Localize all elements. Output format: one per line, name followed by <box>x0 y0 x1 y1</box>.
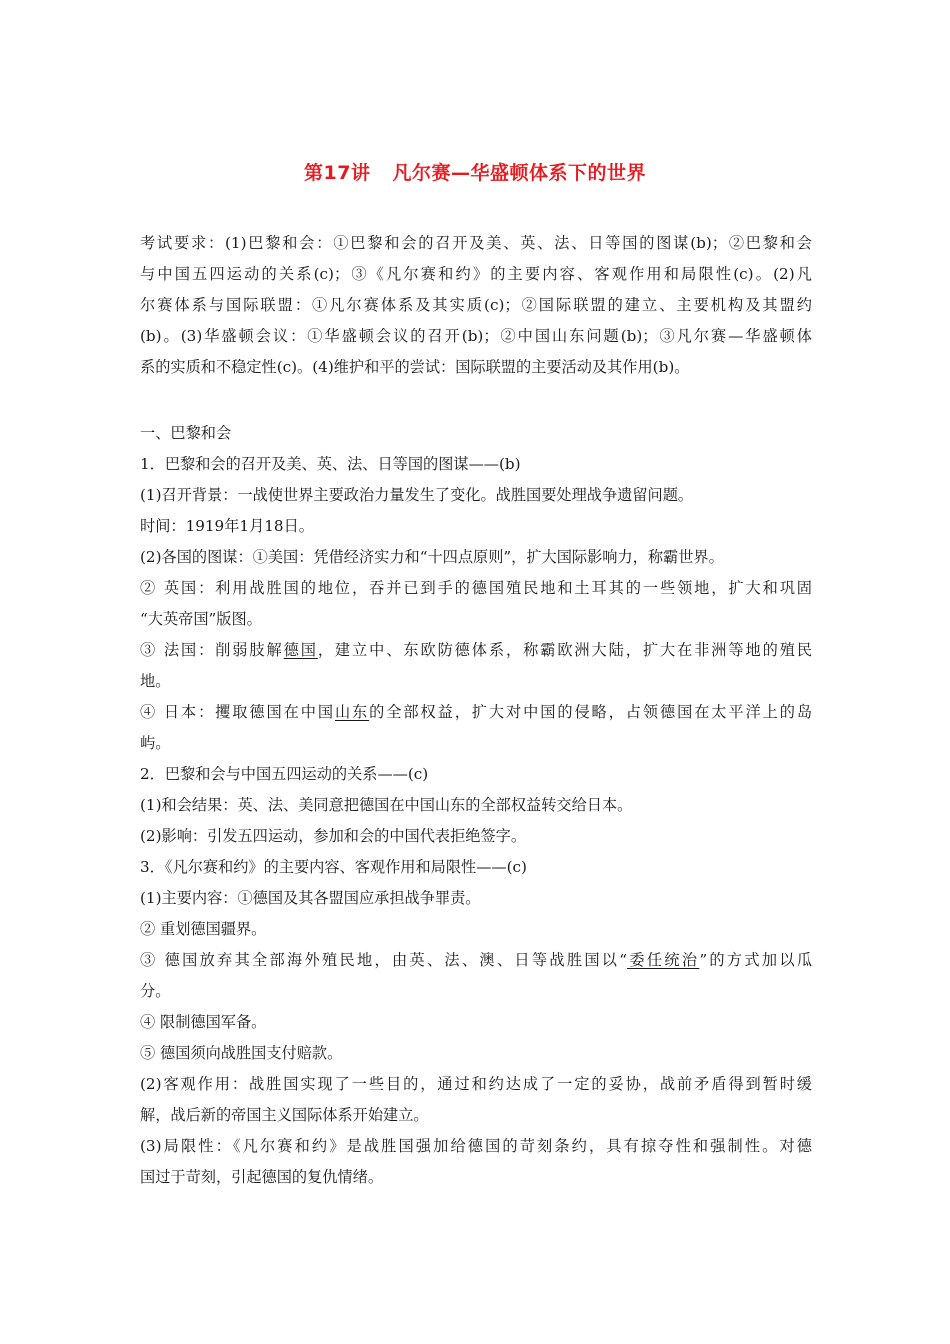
underlined-term: 山东 <box>334 703 370 721</box>
requirements-line: (b)。(3)华盛顿会议：①华盛顿会议的召开(b)；②中国山东问题(b)；③凡尔赛—华盛顿体 <box>140 327 812 345</box>
paragraph: 解，战后新的帝国主义国际体系开始建立。 <box>140 1106 429 1124</box>
paragraph: “大英帝国”版图。 <box>140 610 262 628</box>
underlined-term: 德国 <box>283 641 318 659</box>
paragraph: ② 重划德国疆界。 <box>140 920 267 938</box>
paragraph: (2)影响：引发五四运动，参加和会的中国代表拒绝签字。 <box>140 827 527 845</box>
requirements-line: 尔赛体系与国际联盟：①凡尔赛体系及其实质(c)；②国际联盟的建立、主要机构及其盟约 <box>140 296 812 314</box>
paragraph: (1)召开背景：一战使世界主要政治力量发生了变化。战胜国要处理战争遗留问题。 <box>140 486 694 504</box>
body-text <box>140 418 812 1193</box>
requirements-line: 考试要求：(1)巴黎和会：①巴黎和会的召开及美、英、法、日等国的图谋(b)；②巴黎和会 <box>140 234 812 252</box>
paragraph: (1)主要内容：①德国及其各盟国应承担战争罪责。 <box>140 889 481 907</box>
subsection-heading: 1．巴黎和会的召开及美、英、法、日等国的图谋——(b) <box>140 455 521 473</box>
paragraph: ③ 法国：削弱肢解德国，建立中、东欧防德体系，称霸欧洲大陆，扩大在非洲等地的殖民 <box>140 641 812 659</box>
requirements-line: 系的实质和不稳定性(c)。(4)维护和平的尝试：国际联盟的主要活动及其作用(b)。 <box>140 358 690 376</box>
paragraph: 屿。 <box>140 734 171 752</box>
exam-requirements <box>140 228 812 383</box>
section-heading: 一、巴黎和会 <box>140 424 232 442</box>
paragraph: 国过于苛刻，引起德国的复仇情绪。 <box>140 1168 383 1186</box>
paragraph: ② 英国：利用战胜国的地位，吞并已到手的德国殖民地和土耳其的一些领地，扩大和巩固 <box>140 579 812 597</box>
paragraph: 分。 <box>140 982 171 1000</box>
paragraph: (2)客观作用：战胜国实现了一些目的，通过和约达成了一定的妥协，战前矛盾得到暂时缓 <box>140 1075 812 1093</box>
paragraph: ⑤ 德国须向战胜国支付赔款。 <box>140 1044 343 1062</box>
paragraph: 时间：1919年1月18日。 <box>140 517 314 535</box>
paragraph: 地。 <box>140 672 171 690</box>
paragraph: (2)各国的图谋：①美国：凭借经济实力和“十四点原则”，扩大国际影响力，称霸世界。 <box>140 548 724 566</box>
lesson-number: 第17讲 <box>304 162 371 184</box>
paragraph: ③ 德国放弃其全部海外殖民地，由英、法、澳、日等战胜国以“委任统治”的方式加以瓜 <box>140 951 812 969</box>
paragraph: (3)局限性：《凡尔赛和约》是战胜国强加给德国的苛刻条约，具有掠夺性和强制性。对德 <box>140 1137 812 1155</box>
subsection-heading: 3．《凡尔赛和约》的主要内容、客观作用和局限性——(c) <box>140 858 527 876</box>
subsection-heading: 2．巴黎和会与中国五四运动的关系——(c) <box>140 765 429 783</box>
document-title <box>0 158 950 185</box>
paragraph: (1)和会结果：英、法、美同意把德国在中国山东的全部权益转交给日本。 <box>140 796 633 814</box>
paragraph: ④ 限制德国军备。 <box>140 1013 267 1031</box>
requirements-line: 与中国五四运动的关系(c)；③《凡尔赛和约》的主要内容、客观作用和局限性(c)。(2)凡 <box>140 265 812 283</box>
underlined-term: 委任统治 <box>627 951 700 969</box>
paragraph: ④ 日本：攫取德国在中国山东的全部权益，扩大对中国的侵略，占领德国在太平洋上的岛 <box>140 703 812 721</box>
lesson-topic: 凡尔赛—华盛顿体系下的世界 <box>392 162 646 184</box>
